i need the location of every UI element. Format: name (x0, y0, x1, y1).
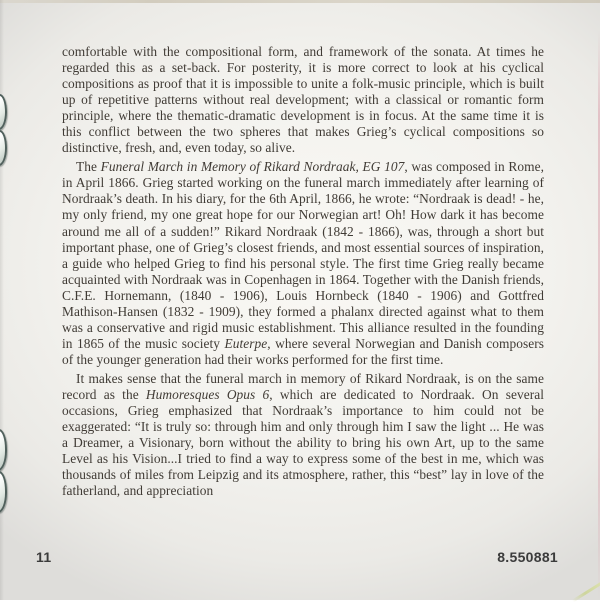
liner-notes-text (62, 44, 544, 502)
body-text-segment: , was composed in Rome, in April 1866. Grieg started working on the funeral march immediately after learning of Nordraak’s death. In his diary, for the 6th April, 1866, he wrote: “Nordraak is dead! - he, my only friend, my one great hope for our Norwegian art! Oh! How dark it has become around me all of a sudden!” Rikard Nordraak (1842 - 1866), was, through a short but important phase, one of Grieg’s closest friends, and most essential sources of inspiration, a guide who helped Grieg to find his personal style. The first time Grieg really became acquainted with Nordraak was in Copenhagen in 1864. Together with the Danish friends, C.F.E. Hornemann, (1840 - 1906), Louis Hornbeck (1840 - 1906) and Gottfred Mathison-Hansen (1832 - 1909), they formed a phalanx directed against what to them was a conservative and rigid music establishment. This alliance resulted in the founding in 1865 of the music society (62, 159, 544, 351)
binding-staple-bottom-icon (0, 429, 12, 513)
scan-edge-top (0, 0, 600, 3)
body-text-segment: , which are dedicated to Nordraak. On several occasions, Grieg emphasized that Nordraak’s importance to him could not be exaggerated: “It is truly so: through him and only through him I saw the light ... He was a Dreamer, a Visionary, born without the ability to bring his own Art, up to the same Level as his Vision...I tried to find a way to express some of the best in me, which was thousands of miles from Leipzig and its atmosphere, rather, this “best” lay in love of the fatherland, and appreciation (62, 386, 544, 499)
staple-loop (0, 130, 7, 166)
work-title-italic: Humoresques Opus 6 (145, 386, 270, 402)
body-text-segment: comfortable with the compositional form, and framework of the sonata. At times he regarded this as a set-back. For posterity, it is more correct to look at his cyclical compositions as proof that it is impossible to unite a folk-music principle, which is built up of repetitive patterns without real development; with a classical or romantic form principle, where the thematic-dramatic development is in focus. At the same time it is this conflict between the two spheres that makes Grieg’s cyclical compositions so distinctive, fresh, and, even today, so alive. (62, 44, 544, 156)
corner-scratch-mark (572, 581, 600, 602)
body-text-segment: , where several Norwegian and Danish composers of the younger generation had their works performed for the first time. (62, 335, 544, 367)
work-title-italic: Funeral March in Memory of Rikard Nordraak, EG 107 (100, 159, 405, 175)
paragraph (62, 371, 544, 499)
page-number: 11 (36, 549, 52, 565)
work-title-italic: Euterpe (224, 335, 268, 351)
binding-staple-top-icon (0, 94, 12, 166)
staple-loop (0, 94, 7, 130)
staple-loop (0, 429, 7, 471)
body-text-segment: It makes sense that the funeral march in memory of Rikard Nordraak, is on the same record as the (62, 370, 544, 402)
page-footer (36, 549, 558, 565)
catalog-number: 8.550881 (497, 549, 558, 565)
staple-loop (0, 471, 7, 513)
paragraph (62, 159, 544, 368)
paragraph (62, 44, 544, 156)
body-text-segment: The (76, 159, 101, 175)
